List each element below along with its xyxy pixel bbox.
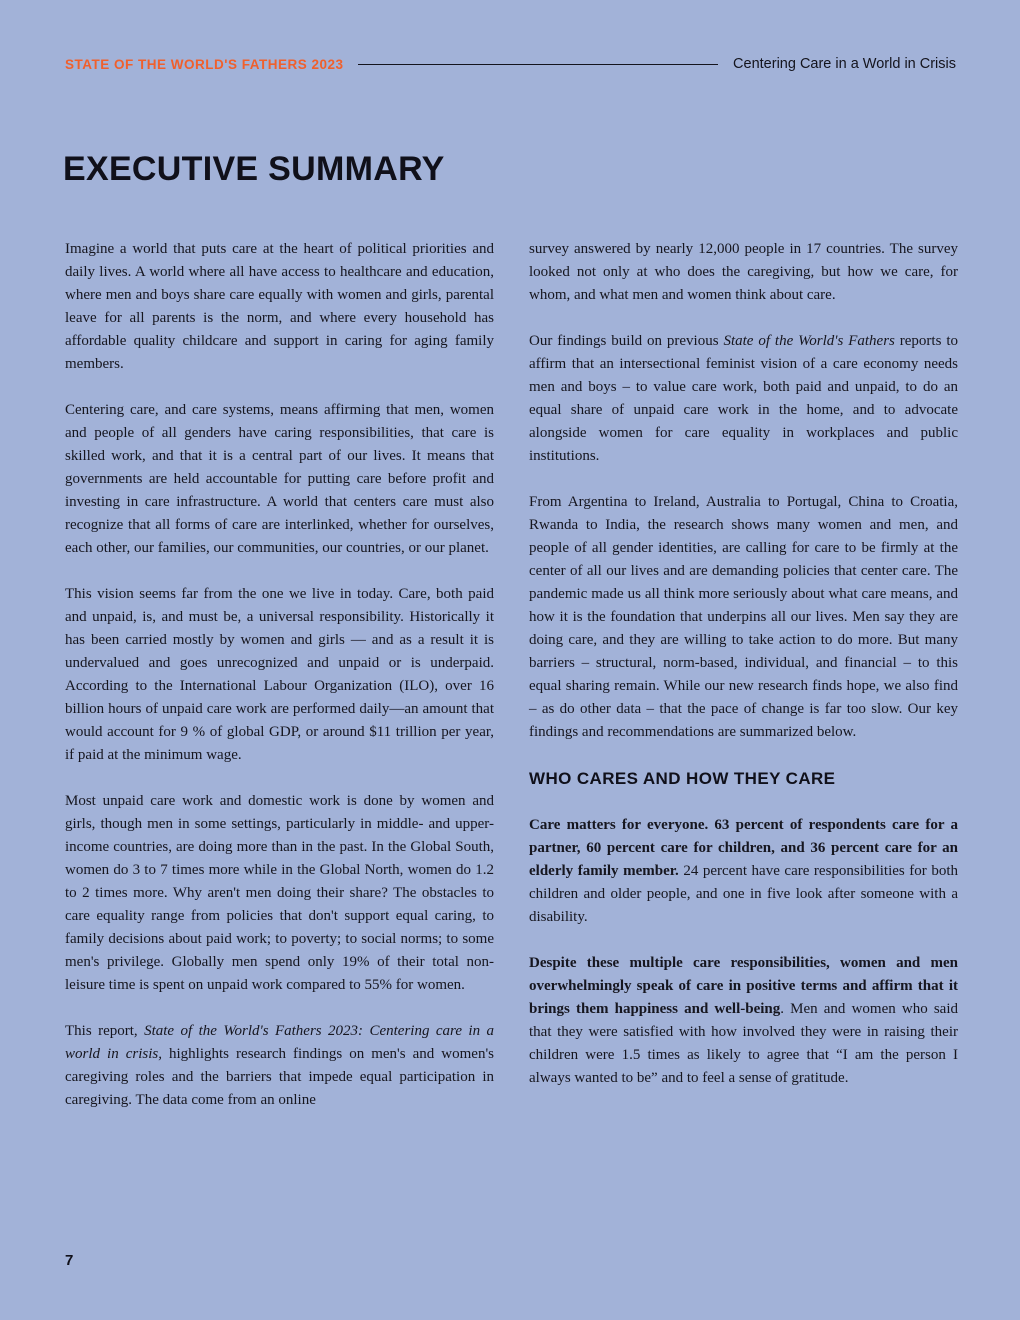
paragraph: From Argentina to Ireland, Australia to Portugal, China to Croatia, Rwanda to India, the research shows many women and men, and people of all gender identities, are calling for care to be firmly at the center of all our lives and are demanding policies that center care. The pandemic made us all think more seriously about what care means, and how it is the foundation that underpins all our lives. Men say they are doing care, and they are willing to take action to do more. But many barriers – structural, norm-based, individual, and financial – to this equal sharing remain. While our new research finds hope, we also find – as do other data – that the pace of change is far too slow. Our key findings and recommendations are summarized below. [529,494,958,740]
paragraph: Despite these multiple care responsibilities, women and men overwhelmingly speak of care in positive terms and affirm that it brings them happiness and well-being. Men and women who said that they were satisfied with how involved they were in raising their children were 1.5 times as likely to agree that “I am the person I always wanted to be” and to feel a sense of gratitude. [529,955,958,1086]
paragraph: Most unpaid care work and domestic work is done by women and girls, though men in some settings, particularly in middle- and upper-income countries, are doing more than in the past. In the Global South, women do 3 to 7 times more while in the Global North, women do 1.2 to 2 times more. Why aren't men doing their share? The obstacles to care equality range from policies that don't support equal caring, to family decisions about paid work; to poverty; to social norms; to some men's privilege. Globally men spend only 19% of their total non-leisure time is spent on unpaid work compared to 55% for women. [65,793,494,993]
body-columns [65,238,958,1135]
header-rule [358,64,718,65]
page-header [65,56,956,72]
paragraph: Imagine a world that puts care at the heart of political priorities and daily lives. A world where all have access to healthcare and education, where men and boys share care equally with women and girls, parental leave for all parents is the norm, and where every household has affordable quality childcare and support in caring for aging family members. [65,241,494,372]
page-title: EXECUTIVE SUMMARY [63,150,445,188]
section-subheading: WHO CARES AND HOW THEY CARE [529,769,836,788]
page-number: 7 [65,1252,74,1269]
paragraph: Centering care, and care systems, means affirming that men, women and people of all genders have caring responsibilities, that care is skilled work, and that it is a central part of our lives. It means that governments are held accountable for putting care before profit and investing in care infrastructure. A world that centers care must also recognize that all forms of care are interlinked, whether for ourselves, each other, our families, our communities, our countries, or our planet. [65,402,494,556]
report-series-title: STATE OF THE WORLD'S FATHERS 2023 [65,56,344,72]
report-subtitle: Centering Care in a World in Crisis [733,56,956,72]
paragraph: This report, State of the World's Fathers 2023: Centering care in a world in crisis, highlights research findings on men's and women's caregiving roles and the barriers that impede equal participation in caregiving. The data come from an online [65,1023,494,1108]
paragraph: Our findings build on previous State of the World's Fathers reports to affirm that an intersectional feminist vision of a care economy needs men and boys – to value care work, both paid and unpaid, to do an equal share of unpaid care work in the home, and to advocate alongside women for care equality in workplaces and public institutions. [529,333,958,464]
paragraph: This vision seems far from the one we live in today. Care, both paid and unpaid, is, and must be, a universal responsibility. Historically it has been carried mostly by women and girls — and as a result it is undervalued and goes unrecognized and unpaid or is underpaid. According to the International Labour Organization (ILO), over 16 billion hours of unpaid care work are performed daily—an amount that would account for 9 % of global GDP, or around $11 trillion per year, if paid at the minimum wage. [65,586,494,763]
left-column [65,238,494,1135]
paragraph: Care matters for everyone. 63 percent of respondents care for a partner, 60 percent care for children, and 36 percent care for an elderly family member. 24 percent have care responsibilities for both children and older people, and one in five look after someone with a disability. [529,817,959,925]
paragraph: survey answered by nearly 12,000 people in 17 countries. The survey looked not only at who does the caregiving, but how we care, for whom, and what men and women think about care. [529,241,958,303]
right-column [529,238,958,1135]
